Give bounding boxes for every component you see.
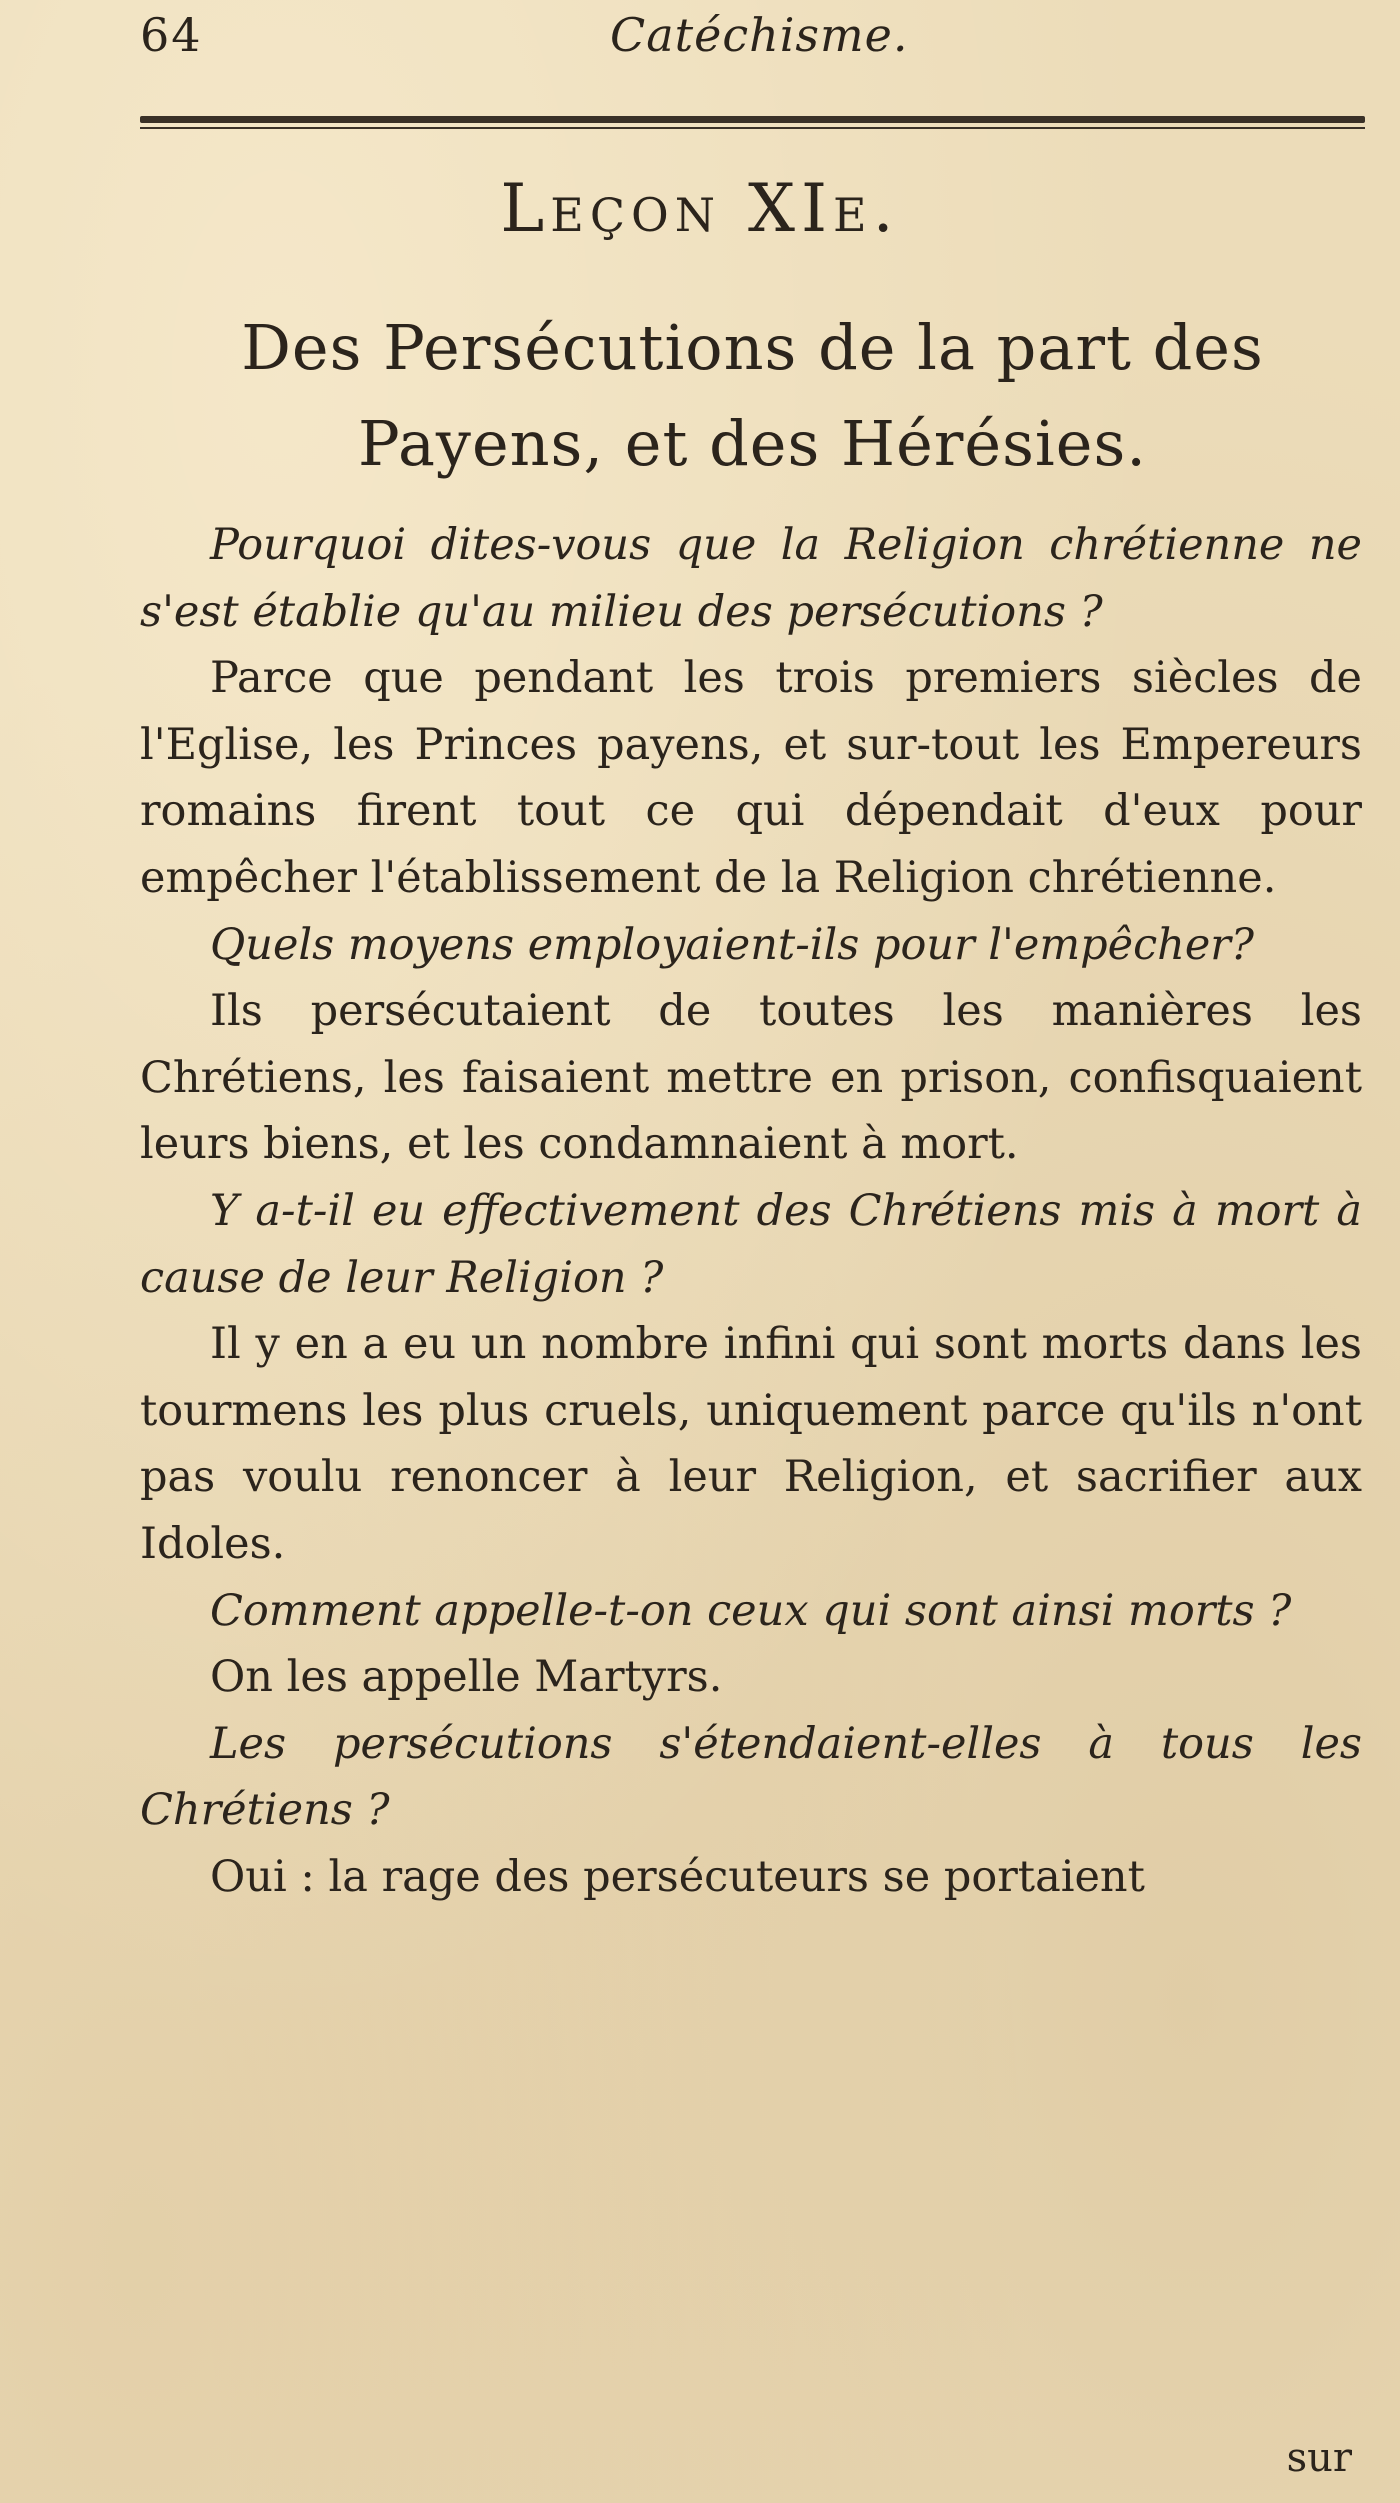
header-rule <box>140 112 1365 136</box>
lesson-title: Leçon XIe. <box>500 170 900 247</box>
page-number: 64 <box>140 8 203 62</box>
question-paragraph: Comment appelle-t-on ceux qui sont ainsi morts ? <box>210 1585 1292 1636</box>
running-title: Catéchisme. <box>610 8 909 62</box>
question-paragraph: Quels moyens employaient-ils pour l'empêcher? <box>210 919 1254 970</box>
body-text <box>140 512 1362 1910</box>
question-paragraph: Y a-t-il eu effectivement des Chrétiens mis à mort à cause de leur Religion ? <box>140 1185 1362 1303</box>
header-rule-thick <box>140 116 1365 123</box>
answer-paragraph: Ils persécutaient de toutes les manières les Chrétiens, les faisaient mettre en prison, confisquaient leurs biens, et les condamnaient à mort. <box>140 986 1362 1170</box>
answer-paragraph: Oui : la rage des persécuteurs se portaient <box>210 1851 1145 1902</box>
header-rule-thin <box>140 127 1365 129</box>
question-paragraph: Les persécutions s'étendaient-elles à tous les Chrétiens ? <box>140 1718 1362 1836</box>
chapter-title: Des Persécutions de la part des Payens, et des Hérésies. <box>241 311 1264 480</box>
page-header <box>140 8 1370 78</box>
question-paragraph: Pourquoi dites-vous que la Religion chrétienne ne s'est établie qu'au milieu des persécutions ? <box>140 520 1362 637</box>
answer-paragraph: On les appelle Martyrs. <box>210 1652 723 1703</box>
catchword: sur <box>1286 2435 1352 2481</box>
answer-paragraph: Il y en a eu un nombre infini qui sont morts dans les tourmens les plus cruels, uniquement parce qu'ils n'ont pas voulu renoncer à leur Religion, et sacrifier aux Idoles. <box>140 1319 1362 1569</box>
answer-paragraph: Parce que pendant les trois premiers siècles de l'Eglise, les Princes payens, et sur-tout les Empereurs romains firent tout ce qui dépendait d'eux pour empêcher l'établissement de la Religion chrétienne. <box>140 653 1362 903</box>
